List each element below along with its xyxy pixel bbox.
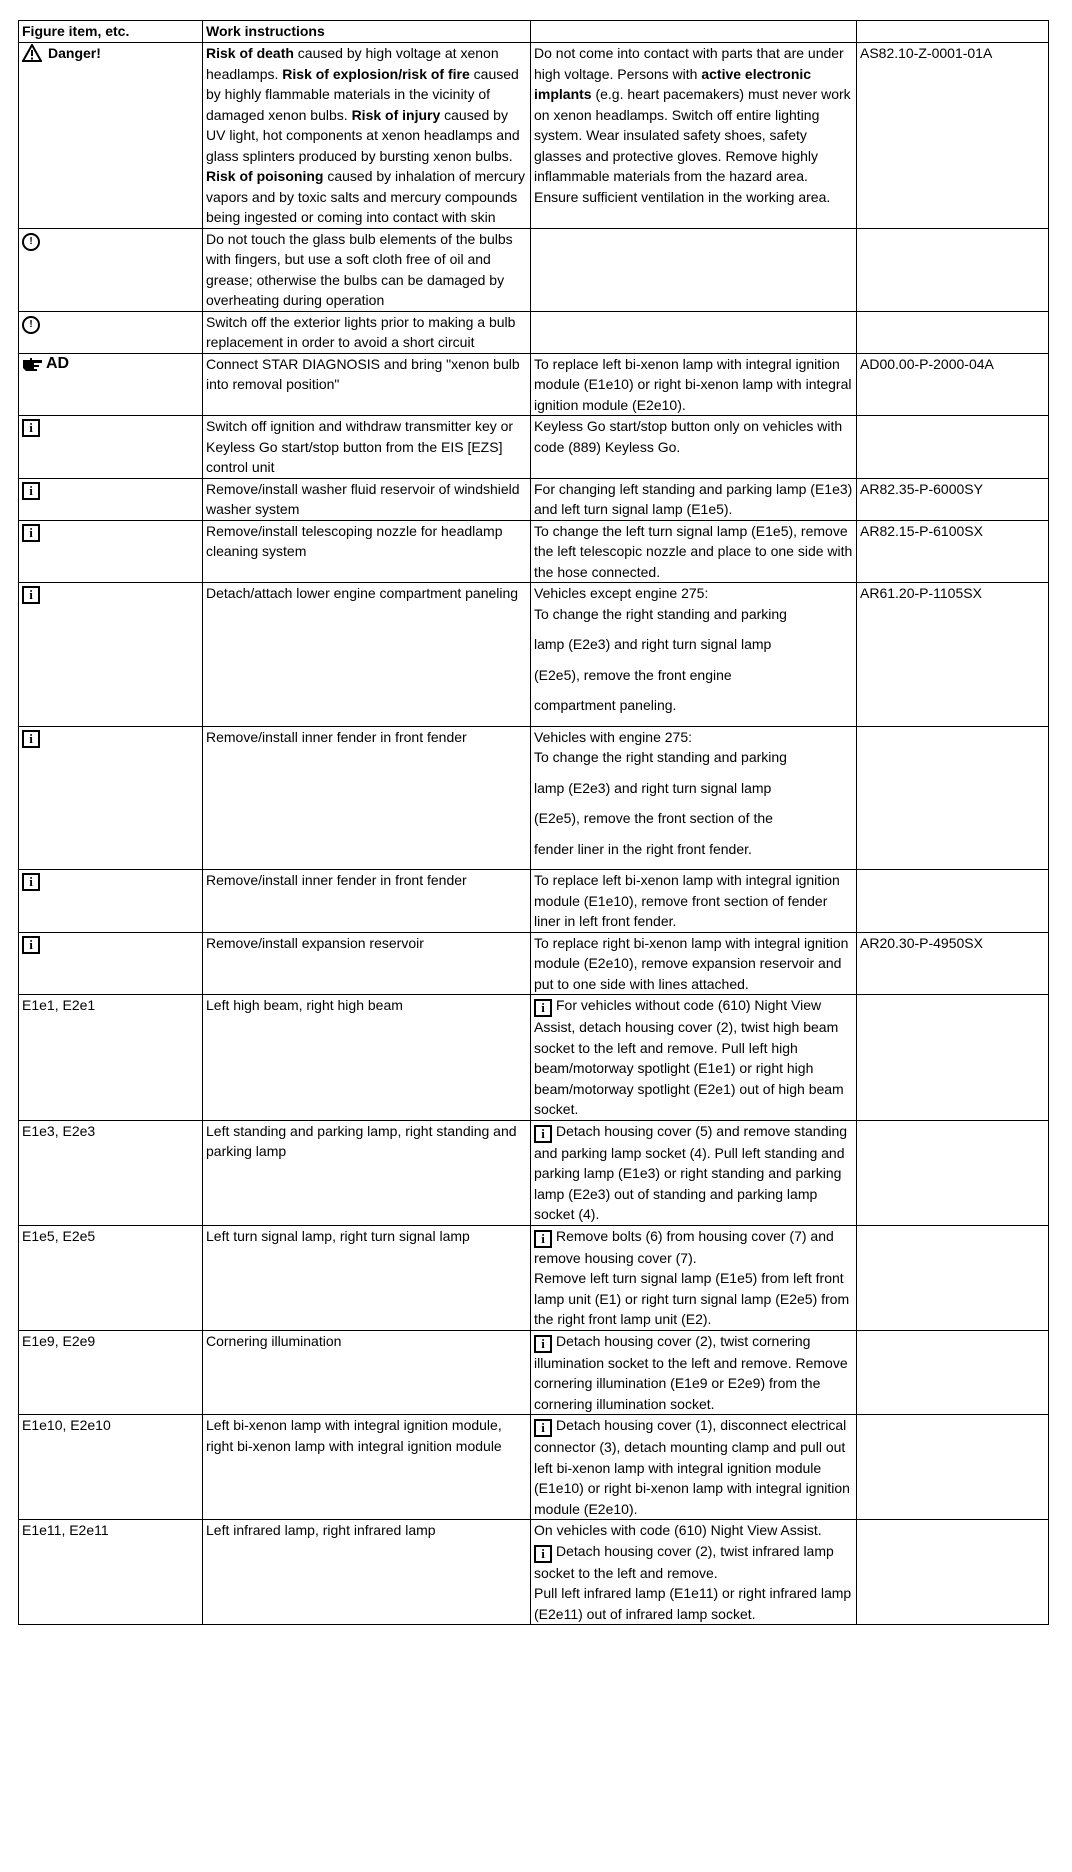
- table-row-item: [19, 1225, 1049, 1330]
- info-box-icon: i: [22, 419, 40, 437]
- warning-triangle-icon: [22, 44, 42, 62]
- row-note: Keyless Go start/stop button only on vehicles with code (889) Keyless Go.: [531, 416, 857, 479]
- table-row-item: [19, 1415, 1049, 1520]
- table-row: [19, 932, 1049, 995]
- row-text: Detach/attach lower engine compartment paneling: [203, 583, 531, 727]
- row-note: For changing left standing and parking lamp (E1e3) and left turn signal lamp (E1e5).: [531, 478, 857, 520]
- figure-item: E1e9, E2e9: [19, 1330, 203, 1415]
- table-row-note: [19, 228, 1049, 311]
- note-text: Switch off the exterior lights prior to making a bulb replacement in order to avoid a short circuit: [203, 311, 531, 353]
- row-note: Vehicles except engine 275: To change the right standing and parking lamp (E2e3) and right turn signal lamp (E2e5), remove the front engine compartment paneling.: [531, 583, 857, 727]
- row-reference: [857, 416, 1049, 479]
- item-text: Left standing and parking lamp, right standing and parking lamp: [203, 1120, 531, 1225]
- header-row: [19, 21, 1049, 43]
- document-page: [18, 20, 1048, 1625]
- danger-notes: Do not come into contact with parts that are under high voltage. Persons with active electronic implants (e.g. heart pacemakers) must never work on xenon headlamps. Switch off entire lighting system. Wear insulated safety shoes, safety glasses and protective gloves. Remove highly inflammable materials from the hazard area. Ensure sufficient ventilation in the working area.: [531, 43, 857, 229]
- row-reference: AR82.15-P-6100SX: [857, 520, 1049, 583]
- table-row-note: [19, 311, 1049, 353]
- diagnosis-reference: AD00.00-P-2000-04A: [857, 353, 1049, 416]
- table-row-danger: [19, 43, 1049, 229]
- diagnosis-note: To replace left bi-xenon lamp with integral ignition module (E1e10) or right bi-xenon lamp with integral ignition module (E2e10).: [531, 353, 857, 416]
- table-row-item: [19, 995, 1049, 1121]
- info-box-icon: i: [22, 936, 40, 954]
- row-reference: AR61.20-P-1105SX: [857, 583, 1049, 727]
- row-reference: [857, 870, 1049, 933]
- row-note: Vehicles with engine 275: To change the right standing and parking lamp (E2e3) and right turn signal lamp (E2e5), remove the front section of the fender liner in the right front fender.: [531, 726, 857, 870]
- table-row-item: [19, 1120, 1049, 1225]
- danger-label: [22, 43, 199, 64]
- note-circle-icon: !: [22, 233, 40, 251]
- header-notes: [531, 21, 857, 43]
- item-note: On vehicles with code (610) Night View Assist. i Detach housing cover (2), twist infrared lamp socket to the left and remove. Pull left infrared lamp (E1e11) or right infrared lamp (E2e11) out of infrared lamp socket.: [531, 1520, 857, 1625]
- item-text: Cornering illumination: [203, 1330, 531, 1415]
- info-box-icon: i: [534, 1335, 552, 1353]
- info-box-icon: i: [534, 1125, 552, 1143]
- diagnosis-text: Connect STAR DIAGNOSIS and bring "xenon bulb into removal position": [203, 353, 531, 416]
- item-note: i For vehicles without code (610) Night View Assist, detach housing cover (2), twist high beam socket to the left and remove. Pull left high beam/motorway spotlight (E1e1) or right high beam/motorway spotlight (E2e1) out of high beam socket.: [531, 995, 857, 1121]
- hand-pointer-icon: [22, 356, 44, 372]
- figure-item: E1e5, E2e5: [19, 1225, 203, 1330]
- item-note: i Detach housing cover (2), twist cornering illumination socket to the left and remove. Remove cornering illumination (E1e9 or E2e9) from the cornering illumination socket.: [531, 1330, 857, 1415]
- row-note: To replace right bi-xenon lamp with integral ignition module (E2e10), remove expansion reservoir and put to one side with lines attached.: [531, 932, 857, 995]
- header-figure-item: Figure item, etc.: [19, 21, 203, 43]
- item-text: Left bi-xenon lamp with integral ignition module, right bi-xenon lamp with integral ignition module: [203, 1415, 531, 1520]
- row-reference: [857, 726, 1049, 870]
- info-box-icon: i: [22, 482, 40, 500]
- row-text: Remove/install telescoping nozzle for headlamp cleaning system: [203, 520, 531, 583]
- table-row: [19, 583, 1049, 727]
- row-reference: AR20.30-P-4950SX: [857, 932, 1049, 995]
- item-text: Left infrared lamp, right infrared lamp: [203, 1520, 531, 1625]
- info-box-icon: i: [22, 730, 40, 748]
- header-reference: [857, 21, 1049, 43]
- danger-instructions: Risk of death caused by high voltage at xenon headlamps. Risk of explosion/risk of fire caused by highly flammable materials in the vicinity of damaged xenon bulbs. Risk of injury caused by UV light, hot components at xenon headlamps and glass splinters produced by bursting xenon bulbs. Risk of poisoning caused by inhalation of mercury vapors and by toxic salts and mercury compounds being ingested or coming into contact with skin: [203, 43, 531, 229]
- work-instructions-table: [18, 20, 1049, 1625]
- row-note: To change the left turn signal lamp (E1e5), remove the left telescopic nozzle and place to one side with the hose connected.: [531, 520, 857, 583]
- info-box-icon: i: [534, 1230, 552, 1248]
- figure-item: E1e10, E2e10: [19, 1415, 203, 1520]
- figure-item: E1e11, E2e11: [19, 1520, 203, 1625]
- danger-text: Danger!: [48, 45, 101, 61]
- table-row: [19, 726, 1049, 870]
- note-circle-icon: !: [22, 316, 40, 334]
- figure-item: E1e3, E2e3: [19, 1120, 203, 1225]
- table-row-item: [19, 1330, 1049, 1415]
- info-box-icon: i: [22, 586, 40, 604]
- row-note: To replace left bi-xenon lamp with integral ignition module (E1e10), remove front section of fender liner in left front fender.: [531, 870, 857, 933]
- row-reference: AR82.35-P-6000SY: [857, 478, 1049, 520]
- info-box-icon: i: [534, 1545, 552, 1563]
- figure-item: E1e1, E2e1: [19, 995, 203, 1121]
- diagnosis-label: AD: [22, 354, 199, 375]
- table-row: [19, 416, 1049, 479]
- row-text: Remove/install expansion reservoir: [203, 932, 531, 995]
- danger-reference: AS82.10-Z-0001-01A: [857, 43, 1049, 229]
- table-row-item: [19, 1520, 1049, 1625]
- table-row: [19, 870, 1049, 933]
- note-text: Do not touch the glass bulb elements of the bulbs with fingers, but use a soft cloth free of oil and grease; otherwise the bulbs can be damaged by overheating during operation: [203, 228, 531, 311]
- header-work-instructions: Work instructions: [203, 21, 531, 43]
- row-text: Remove/install inner fender in front fender: [203, 870, 531, 933]
- table-row-diagnosis: [19, 353, 1049, 416]
- item-text: Left high beam, right high beam: [203, 995, 531, 1121]
- info-box-icon: i: [22, 873, 40, 891]
- row-text: Switch off ignition and withdraw transmitter key or Keyless Go start/stop button from the EIS [EZS] control unit: [203, 416, 531, 479]
- row-text: Remove/install washer fluid reservoir of windshield washer system: [203, 478, 531, 520]
- item-note: i Detach housing cover (5) and remove standing and parking lamp socket (4). Pull left standing and parking lamp (E1e3) or right standing and parking lamp (E2e3) out of standing and parking lamp socket (4).: [531, 1120, 857, 1225]
- info-box-icon: i: [534, 1419, 552, 1437]
- item-note: i Detach housing cover (1), disconnect electrical connector (3), detach mounting clamp and pull out left bi-xenon lamp with integral ignition module (E1e10) or right bi-xenon lamp with integral ignition module (E2e10).: [531, 1415, 857, 1520]
- table-row: [19, 478, 1049, 520]
- item-note: i Remove bolts (6) from housing cover (7) and remove housing cover (7). Remove left turn signal lamp (E1e5) from left front lamp unit (E1) or right turn signal lamp (E2e5) from the right front lamp unit (E2).: [531, 1225, 857, 1330]
- row-text: Remove/install inner fender in front fender: [203, 726, 531, 870]
- table-row: [19, 520, 1049, 583]
- info-box-icon: i: [534, 999, 552, 1017]
- info-box-icon: i: [22, 524, 40, 542]
- item-text: Left turn signal lamp, right turn signal lamp: [203, 1225, 531, 1330]
